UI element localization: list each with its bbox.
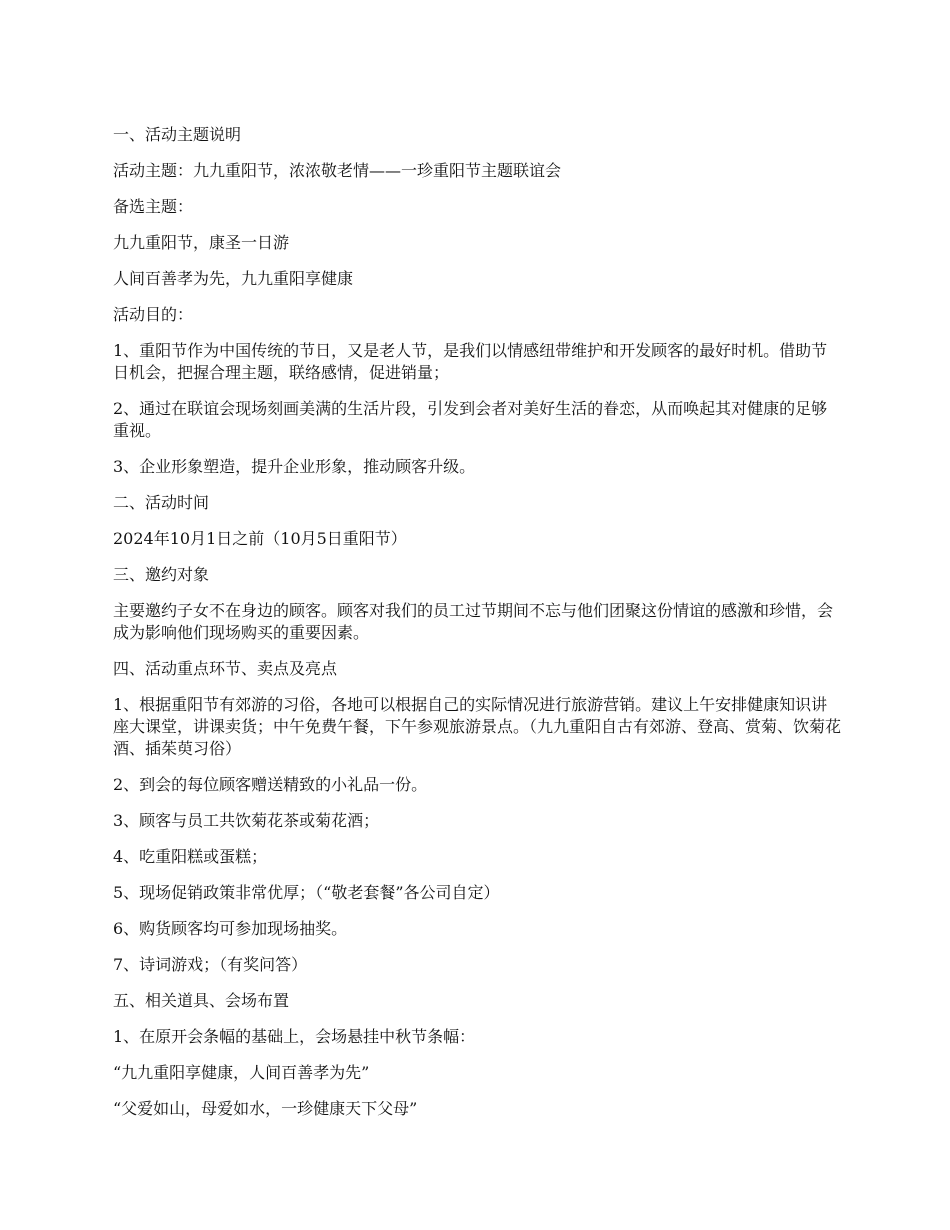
activity-date: 2024年10月1日之前（10月5日重阳节） xyxy=(113,529,407,548)
banner-slogan-1: “九九重阳享健康，人间百善孝为先” xyxy=(113,1063,370,1082)
highlight-item-2: 2、到会的每位顾客赠送精致的小礼品一份。 xyxy=(113,775,428,794)
highlight-item-1: 1、根据重阳节有郊游的习俗，各地可以根据自己的实际情况进行旅游营销。建议上午安排健康知识讲座大课堂，讲课卖货；中午免费午餐，下午参观旅游景点。（九九重阳自古有郊游、登高、赏菊、饮菊花酒、插茱萸习俗） xyxy=(113,695,842,758)
activity-purpose-label: 活动目的： xyxy=(113,305,194,324)
purpose-item-3: 3、企业形象塑造，提升企业形象，推动顾客升级。 xyxy=(113,457,476,476)
section-heading-invitees: 三、邀约对象 xyxy=(113,565,210,584)
purpose-item-1: 1、重阳节作为中国传统的节日，又是老人节，是我们以情感纽带维护和开发顾客的最好时机。借助节日机会，把握合理主题，联络感情，促进销量； xyxy=(113,341,828,382)
section-heading-time: 二、活动时间 xyxy=(113,493,210,512)
alternative-themes-label: 备选主题： xyxy=(113,197,194,216)
highlight-item-4: 4、吃重阳糕或蛋糕； xyxy=(113,847,268,866)
highlight-item-5: 5、现场促销政策非常优厚；（“敬老套餐”各公司自定） xyxy=(113,883,500,902)
highlight-item-6: 6、购货顾客均可参加现场抽奖。 xyxy=(113,919,348,938)
section-heading-highlights: 四、活动重点环节、卖点及亮点 xyxy=(113,659,338,678)
highlight-item-7: 7、诗词游戏；（有奖问答） xyxy=(113,955,308,974)
purpose-item-2: 2、通过在联谊会现场刻画美满的生活片段，引发到会者对美好生活的眷恋，从而唤起其对健康的足够重视。 xyxy=(113,399,828,440)
banner-slogan-2: “父爱如山，母爱如水，一珍健康天下父母” xyxy=(113,1099,418,1118)
document-page xyxy=(113,124,843,1134)
invitees-description: 主要邀约子女不在身边的顾客。顾客对我们的员工过节期间不忘与他们团聚这份情谊的感激和珍惜，会成为影响他们现场购买的重要因素。 xyxy=(113,601,834,642)
alternative-theme-1: 九九重阳节，康圣一日游 xyxy=(113,233,290,252)
activity-theme: 活动主题：九九重阳节，浓浓敬老情——一珍重阳节主题联谊会 xyxy=(113,161,562,180)
section-heading-props: 五、相关道具、会场布置 xyxy=(113,991,290,1010)
section-heading-theme: 一、活动主题说明 xyxy=(113,125,242,144)
alternative-theme-2: 人间百善孝为先，九九重阳享健康 xyxy=(113,269,354,288)
props-item-1: 1、在原开会条幅的基础上，会场悬挂中秋节条幅： xyxy=(113,1027,476,1046)
highlight-item-3: 3、顾客与员工共饮菊花茶或菊花酒； xyxy=(113,811,380,830)
